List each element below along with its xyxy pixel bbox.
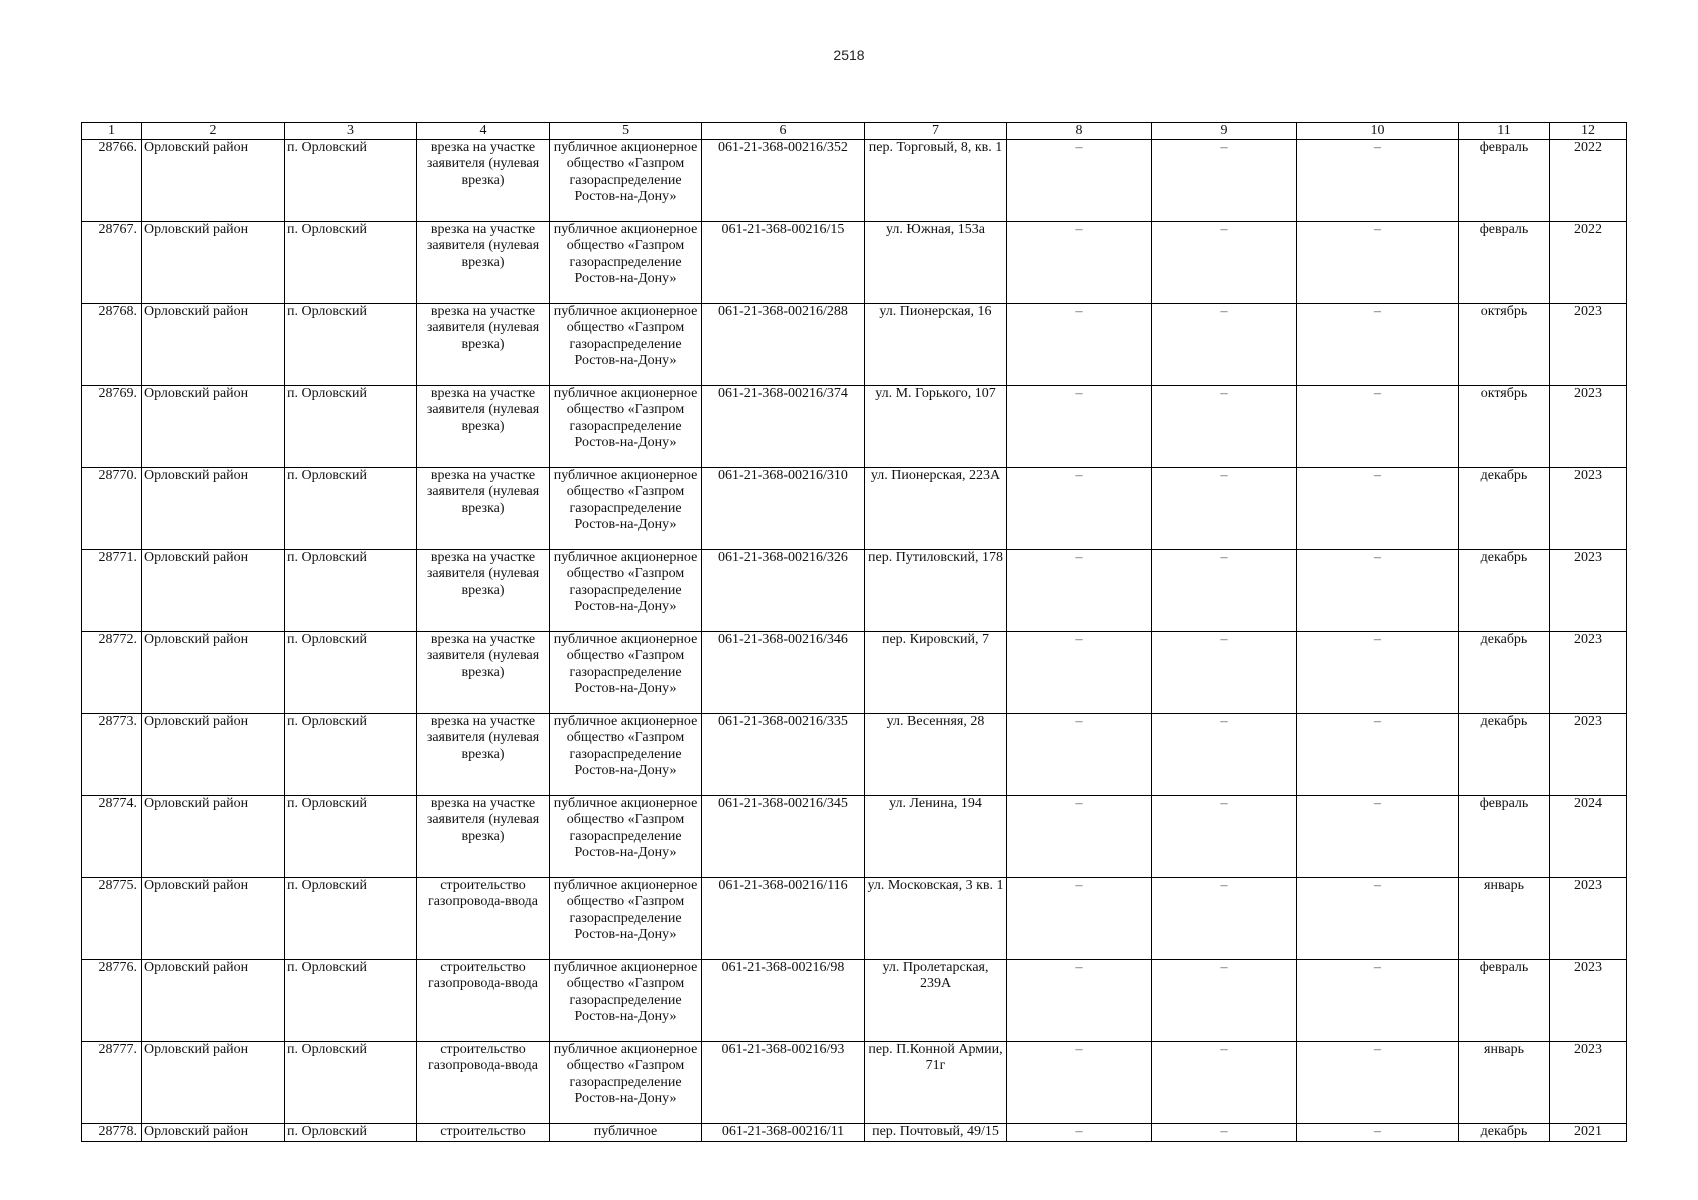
column-9-cell: – [1152, 468, 1297, 550]
column-header-7: 7 [865, 123, 1007, 140]
organization-cell: публичное акционерное общество «Газпром газораспределение Ростов-на-Дону» [550, 878, 702, 960]
table-row [82, 550, 1627, 632]
settlement-cell: п. Орловский [285, 386, 417, 468]
column-9-cell: – [1152, 632, 1297, 714]
code-cell: 061-21-368-00216/335 [702, 714, 865, 796]
organization-cell: публичное акционерное общество «Газпром газораспределение Ростов-на-Дону» [550, 222, 702, 304]
table-row [82, 878, 1627, 960]
column-9-cell: – [1152, 960, 1297, 1042]
code-cell: 061-21-368-00216/11 [702, 1124, 865, 1142]
code-cell: 061-21-368-00216/326 [702, 550, 865, 632]
row-number: 28772. [82, 632, 142, 714]
work-type-cell: врезка на участке заявителя (нулевая врезка) [417, 304, 550, 386]
year-cell: 2023 [1550, 632, 1627, 714]
table-row [82, 304, 1627, 386]
work-type-cell: строительство газопровода-ввода [417, 1042, 550, 1124]
settlement-cell: п. Орловский [285, 878, 417, 960]
organization-cell: публичное акционерное общество «Газпром газораспределение Ростов-на-Дону» [550, 1042, 702, 1124]
month-cell: декабрь [1459, 632, 1550, 714]
year-cell: 2023 [1550, 304, 1627, 386]
column-8-cell: – [1007, 304, 1152, 386]
settlement-cell: п. Орловский [285, 140, 417, 222]
district-cell: Орловский район [142, 796, 285, 878]
column-8-cell: – [1007, 714, 1152, 796]
column-9-cell: – [1152, 386, 1297, 468]
table-body [82, 140, 1627, 1142]
column-9-cell: – [1152, 304, 1297, 386]
organization-cell: публичное акционерное общество «Газпром газораспределение Ростов-на-Дону» [550, 304, 702, 386]
gas-connection-table [81, 122, 1627, 1142]
row-number: 28778. [82, 1124, 142, 1142]
column-8-cell: – [1007, 386, 1152, 468]
column-10-cell: – [1297, 796, 1459, 878]
address-cell: ул. Южная, 153а [865, 222, 1007, 304]
code-cell: 061-21-368-00216/374 [702, 386, 865, 468]
column-8-cell: – [1007, 140, 1152, 222]
row-number: 28771. [82, 550, 142, 632]
settlement-cell: п. Орловский [285, 1124, 417, 1142]
work-type-cell: строительство [417, 1124, 550, 1142]
table-row [82, 222, 1627, 304]
address-cell: ул. Пионерская, 223А [865, 468, 1007, 550]
row-number: 28769. [82, 386, 142, 468]
column-10-cell: – [1297, 550, 1459, 632]
column-header-12: 12 [1550, 123, 1627, 140]
column-9-cell: – [1152, 878, 1297, 960]
work-type-cell: врезка на участке заявителя (нулевая врезка) [417, 222, 550, 304]
column-header-1: 1 [82, 123, 142, 140]
work-type-cell: врезка на участке заявителя (нулевая врезка) [417, 140, 550, 222]
address-cell: ул. Московская, 3 кв. 1 [865, 878, 1007, 960]
column-9-cell: – [1152, 714, 1297, 796]
district-cell: Орловский район [142, 140, 285, 222]
code-cell: 061-21-368-00216/345 [702, 796, 865, 878]
column-9-cell: – [1152, 140, 1297, 222]
organization-cell: публичное акционерное общество «Газпром газораспределение Ростов-на-Дону» [550, 796, 702, 878]
year-cell: 2024 [1550, 796, 1627, 878]
column-9-cell: – [1152, 1042, 1297, 1124]
column-header-2: 2 [142, 123, 285, 140]
settlement-cell: п. Орловский [285, 714, 417, 796]
address-cell: ул. М. Горького, 107 [865, 386, 1007, 468]
year-cell: 2023 [1550, 960, 1627, 1042]
table-row [82, 468, 1627, 550]
district-cell: Орловский район [142, 960, 285, 1042]
column-header-6: 6 [702, 123, 865, 140]
work-type-cell: врезка на участке заявителя (нулевая врезка) [417, 714, 550, 796]
district-cell: Орловский район [142, 222, 285, 304]
column-8-cell: – [1007, 1124, 1152, 1142]
work-type-cell: врезка на участке заявителя (нулевая врезка) [417, 386, 550, 468]
column-10-cell: – [1297, 140, 1459, 222]
row-number: 28773. [82, 714, 142, 796]
month-cell: февраль [1459, 222, 1550, 304]
column-9-cell: – [1152, 1124, 1297, 1142]
column-8-cell: – [1007, 1042, 1152, 1124]
year-cell: 2021 [1550, 1124, 1627, 1142]
column-8-cell: – [1007, 222, 1152, 304]
table-row [82, 1042, 1627, 1124]
month-cell: декабрь [1459, 550, 1550, 632]
code-cell: 061-21-368-00216/288 [702, 304, 865, 386]
district-cell: Орловский район [142, 1042, 285, 1124]
year-cell: 2023 [1550, 386, 1627, 468]
column-header-4: 4 [417, 123, 550, 140]
table-row [82, 960, 1627, 1042]
code-cell: 061-21-368-00216/93 [702, 1042, 865, 1124]
table-row [82, 632, 1627, 714]
month-cell: октябрь [1459, 386, 1550, 468]
address-cell: ул. Ленина, 194 [865, 796, 1007, 878]
row-number: 28774. [82, 796, 142, 878]
column-9-cell: – [1152, 550, 1297, 632]
row-number: 28767. [82, 222, 142, 304]
year-cell: 2023 [1550, 468, 1627, 550]
organization-cell: публичное акционерное общество «Газпром газораспределение Ростов-на-Дону» [550, 550, 702, 632]
column-10-cell: – [1297, 304, 1459, 386]
table-row [82, 386, 1627, 468]
settlement-cell: п. Орловский [285, 796, 417, 878]
address-cell: пер. Кировский, 7 [865, 632, 1007, 714]
settlement-cell: п. Орловский [285, 304, 417, 386]
district-cell: Орловский район [142, 878, 285, 960]
year-cell: 2023 [1550, 1042, 1627, 1124]
column-10-cell: – [1297, 468, 1459, 550]
month-cell: февраль [1459, 960, 1550, 1042]
column-header-11: 11 [1459, 123, 1550, 140]
work-type-cell: строительство газопровода-ввода [417, 878, 550, 960]
column-10-cell: – [1297, 632, 1459, 714]
code-cell: 061-21-368-00216/352 [702, 140, 865, 222]
district-cell: Орловский район [142, 304, 285, 386]
address-cell: ул. Пионерская, 16 [865, 304, 1007, 386]
year-cell: 2023 [1550, 714, 1627, 796]
column-8-cell: – [1007, 468, 1152, 550]
column-header-8: 8 [1007, 123, 1152, 140]
code-cell: 061-21-368-00216/98 [702, 960, 865, 1042]
district-cell: Орловский район [142, 550, 285, 632]
organization-cell: публичное акционерное общество «Газпром газораспределение Ростов-на-Дону» [550, 714, 702, 796]
month-cell: январь [1459, 878, 1550, 960]
column-10-cell: – [1297, 878, 1459, 960]
column-8-cell: – [1007, 550, 1152, 632]
row-number: 28776. [82, 960, 142, 1042]
month-cell: февраль [1459, 140, 1550, 222]
address-cell: ул. Пролетарская, 239А [865, 960, 1007, 1042]
table-row [82, 140, 1627, 222]
settlement-cell: п. Орловский [285, 468, 417, 550]
year-cell: 2022 [1550, 222, 1627, 304]
table-row [82, 1124, 1627, 1142]
code-cell: 061-21-368-00216/15 [702, 222, 865, 304]
column-10-cell: – [1297, 714, 1459, 796]
column-10-cell: – [1297, 960, 1459, 1042]
code-cell: 061-21-368-00216/310 [702, 468, 865, 550]
column-10-cell: – [1297, 386, 1459, 468]
code-cell: 061-21-368-00216/116 [702, 878, 865, 960]
address-cell: пер. П.Конной Армии, 71г [865, 1042, 1007, 1124]
column-8-cell: – [1007, 960, 1152, 1042]
settlement-cell: п. Орловский [285, 1042, 417, 1124]
month-cell: октябрь [1459, 304, 1550, 386]
column-10-cell: – [1297, 1042, 1459, 1124]
district-cell: Орловский район [142, 468, 285, 550]
organization-cell: публичное акционерное общество «Газпром газораспределение Ростов-на-Дону» [550, 468, 702, 550]
row-number: 28770. [82, 468, 142, 550]
column-10-cell: – [1297, 1124, 1459, 1142]
month-cell: декабрь [1459, 468, 1550, 550]
month-cell: декабрь [1459, 714, 1550, 796]
organization-cell: публичное [550, 1124, 702, 1142]
district-cell: Орловский район [142, 714, 285, 796]
column-9-cell: – [1152, 222, 1297, 304]
row-number: 28777. [82, 1042, 142, 1124]
address-cell: ул. Весенняя, 28 [865, 714, 1007, 796]
column-10-cell: – [1297, 222, 1459, 304]
work-type-cell: врезка на участке заявителя (нулевая врезка) [417, 796, 550, 878]
column-8-cell: – [1007, 632, 1152, 714]
settlement-cell: п. Орловский [285, 550, 417, 632]
work-type-cell: врезка на участке заявителя (нулевая врезка) [417, 632, 550, 714]
month-cell: декабрь [1459, 1124, 1550, 1142]
work-type-cell: строительство газопровода-ввода [417, 960, 550, 1042]
code-cell: 061-21-368-00216/346 [702, 632, 865, 714]
table-row [82, 714, 1627, 796]
organization-cell: публичное акционерное общество «Газпром газораспределение Ростов-на-Дону» [550, 960, 702, 1042]
work-type-cell: врезка на участке заявителя (нулевая врезка) [417, 468, 550, 550]
column-header-5: 5 [550, 123, 702, 140]
organization-cell: публичное акционерное общество «Газпром газораспределение Ростов-на-Дону» [550, 632, 702, 714]
page-number: 2518 [833, 47, 865, 63]
column-9-cell: – [1152, 796, 1297, 878]
organization-cell: публичное акционерное общество «Газпром газораспределение Ростов-на-Дону» [550, 386, 702, 468]
address-cell: пер. Почтовый, 49/15 [865, 1124, 1007, 1142]
settlement-cell: п. Орловский [285, 632, 417, 714]
year-cell: 2022 [1550, 140, 1627, 222]
work-type-cell: врезка на участке заявителя (нулевая врезка) [417, 550, 550, 632]
organization-cell: публичное акционерное общество «Газпром газораспределение Ростов-на-Дону» [550, 140, 702, 222]
table-row [82, 796, 1627, 878]
district-cell: Орловский район [142, 632, 285, 714]
year-cell: 2023 [1550, 878, 1627, 960]
district-cell: Орловский район [142, 1124, 285, 1142]
column-8-cell: – [1007, 796, 1152, 878]
column-header-9: 9 [1152, 123, 1297, 140]
column-8-cell: – [1007, 878, 1152, 960]
settlement-cell: п. Орловский [285, 960, 417, 1042]
address-cell: пер. Путиловский, 178 [865, 550, 1007, 632]
table-header [82, 123, 1627, 140]
column-header-3: 3 [285, 123, 417, 140]
column-header-10: 10 [1297, 123, 1459, 140]
month-cell: январь [1459, 1042, 1550, 1124]
row-number: 28766. [82, 140, 142, 222]
settlement-cell: п. Орловский [285, 222, 417, 304]
district-cell: Орловский район [142, 386, 285, 468]
month-cell: февраль [1459, 796, 1550, 878]
row-number: 28775. [82, 878, 142, 960]
row-number: 28768. [82, 304, 142, 386]
address-cell: пер. Торговый, 8, кв. 1 [865, 140, 1007, 222]
year-cell: 2023 [1550, 550, 1627, 632]
